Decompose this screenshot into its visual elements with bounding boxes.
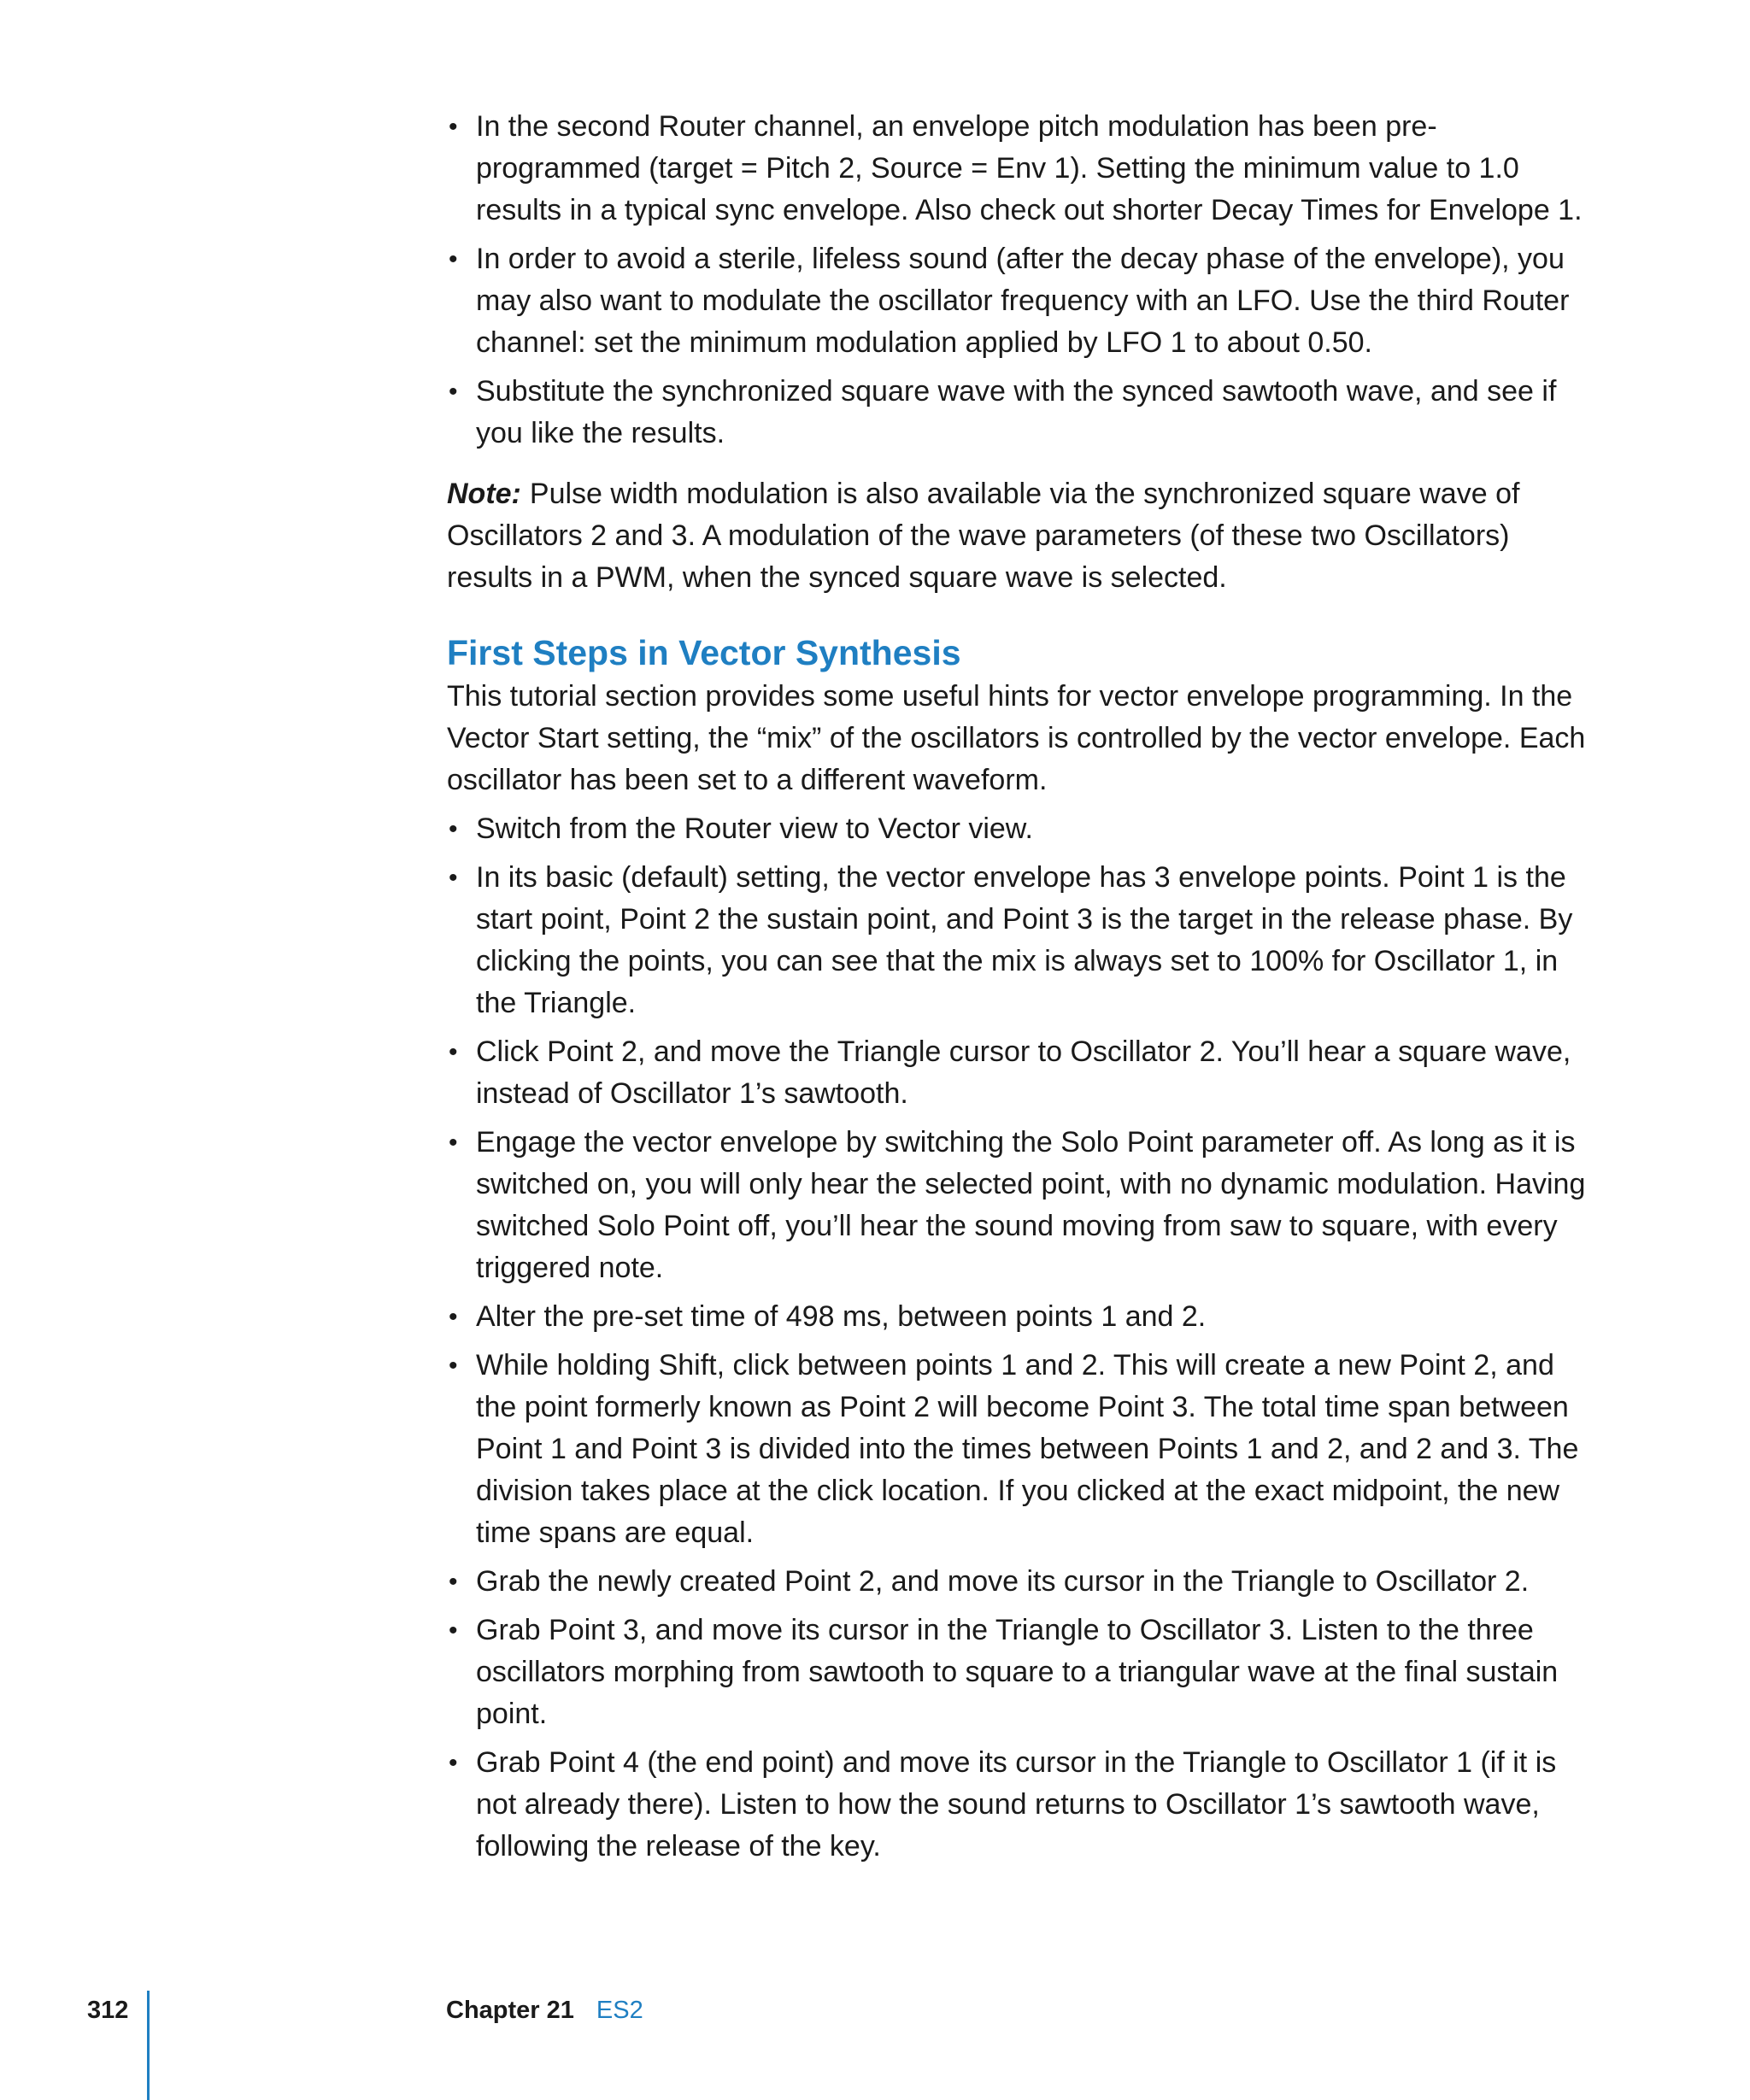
list-item: [447, 1610, 1596, 1735]
bullet-icon: •: [449, 1568, 458, 1596]
list-item-text: Grab the newly created Point 2, and move its cursor in the Triangle to Oscillator 2.: [476, 1565, 1530, 1598]
list-item: [447, 106, 1596, 232]
top-bullet-list: [447, 106, 1596, 455]
list-item: [447, 371, 1596, 455]
note-text: Pulse width modulation is also available via the synchronized square wave of Oscillators 2 and 3. A modulation of the wave parameters (of these two Oscillators) results in a PWM, when the synced square wave is selected.: [447, 478, 1520, 594]
bullet-icon: •: [449, 113, 458, 141]
bullet-icon: •: [449, 815, 458, 843]
page-number: 312: [87, 1997, 129, 2024]
bullet-icon: •: [449, 1038, 458, 1066]
section-intro: This tutorial section provides some useful hints for vector envelope programming. In the Vector Start setting, the “mix” of the oscillators is controlled by the vector envelope. Each oscillator has been set to a different waveform.: [447, 680, 1586, 796]
note-paragraph: [447, 473, 1596, 599]
list-item: [447, 1345, 1596, 1554]
bullet-icon: •: [449, 1303, 458, 1331]
footer-divider: [147, 1991, 150, 2100]
list-item: [447, 1031, 1596, 1115]
bullet-icon: •: [449, 1352, 458, 1380]
bullet-icon: •: [449, 1129, 458, 1157]
bullet-icon: •: [449, 1616, 458, 1645]
list-item-text: In its basic (default) setting, the vector envelope has 3 envelope points. Point 1 is the start point, Point 2 the sustain point, and Point 3 is the target in the release phase. By clicking the points, you can see that the mix is always set to 100% for Oscillator 1, in the Triangle.: [476, 861, 1573, 1019]
list-item: [447, 238, 1596, 364]
note-label: Note:: [447, 478, 521, 510]
chapter-name: ES2: [596, 1997, 643, 2024]
list-item: [447, 1296, 1596, 1338]
list-item: [447, 1561, 1596, 1603]
section-heading: First Steps in Vector Synthesis: [447, 633, 961, 672]
bullet-icon: •: [449, 245, 458, 273]
bullet-icon: •: [449, 864, 458, 892]
list-item-text: While holding Shift, click between points 1 and 2. This will create a new Point 2, and the point formerly known as Point 2 will become Point 3. The total time span between Point 1 and Point 3 is divided into the times between Points 1 and 2, and 2 and 3. The division takes place at the click location. If you clicked at the exact midpoint, the new time spans are equal.: [476, 1349, 1579, 1549]
list-item-text: Grab Point 4 (the end point) and move its cursor in the Triangle to Oscillator 1 (if it is not already there). Listen to how the sound returns to Oscillator 1’s sawtooth wave, following the release of the key.: [476, 1746, 1557, 1862]
bullet-icon: •: [449, 378, 458, 406]
section-bullet-list: [447, 808, 1596, 1868]
list-item: [447, 1742, 1596, 1868]
list-item-text: Substitute the synchronized square wave with the synced sawtooth wave, and see if you like the results.: [476, 375, 1557, 449]
list-item-text: In order to avoid a sterile, lifeless sound (after the decay phase of the envelope), you may also want to modulate the oscillator frequency with an LFO. Use the third Router channel: set the minimum modulation applied by LFO 1 to about 0.50.: [476, 243, 1570, 359]
list-item-text: In the second Router channel, an envelope pitch modulation has been pre-programmed (target = Pitch 2, Source = Env 1). Setting the minimum value to 1.0 results in a typical sync envelope. Also check out shorter Decay Times for Envelope 1.: [476, 110, 1583, 226]
list-item: [447, 1122, 1596, 1289]
list-item-text: Alter the pre-set time of 498 ms, between points 1 and 2.: [476, 1300, 1207, 1333]
list-item-text: Grab Point 3, and move its cursor in the Triangle to Oscillator 3. Listen to the three oscillators morphing from sawtooth to square to a triangular wave at the final sustain point.: [476, 1614, 1559, 1730]
chapter-label: Chapter 21: [446, 1997, 574, 2024]
footer-chapter: [446, 1997, 643, 2025]
page-content: [447, 106, 1596, 1874]
list-item: [447, 808, 1596, 850]
list-item-text: Switch from the Router view to Vector view.: [476, 812, 1033, 845]
list-item-text: Engage the vector envelope by switching the Solo Point parameter off. As long as it is switched on, you will only hear the selected point, with no dynamic modulation. Having switched Solo Point off, you’ll hear the sound moving from saw to square, with every triggered note.: [476, 1126, 1586, 1284]
list-item: [447, 857, 1596, 1024]
list-item-text: Click Point 2, and move the Triangle cursor to Oscillator 2. You’ll hear a square wave, instead of Oscillator 1’s sawtooth.: [476, 1035, 1571, 1110]
bullet-icon: •: [449, 1749, 458, 1777]
